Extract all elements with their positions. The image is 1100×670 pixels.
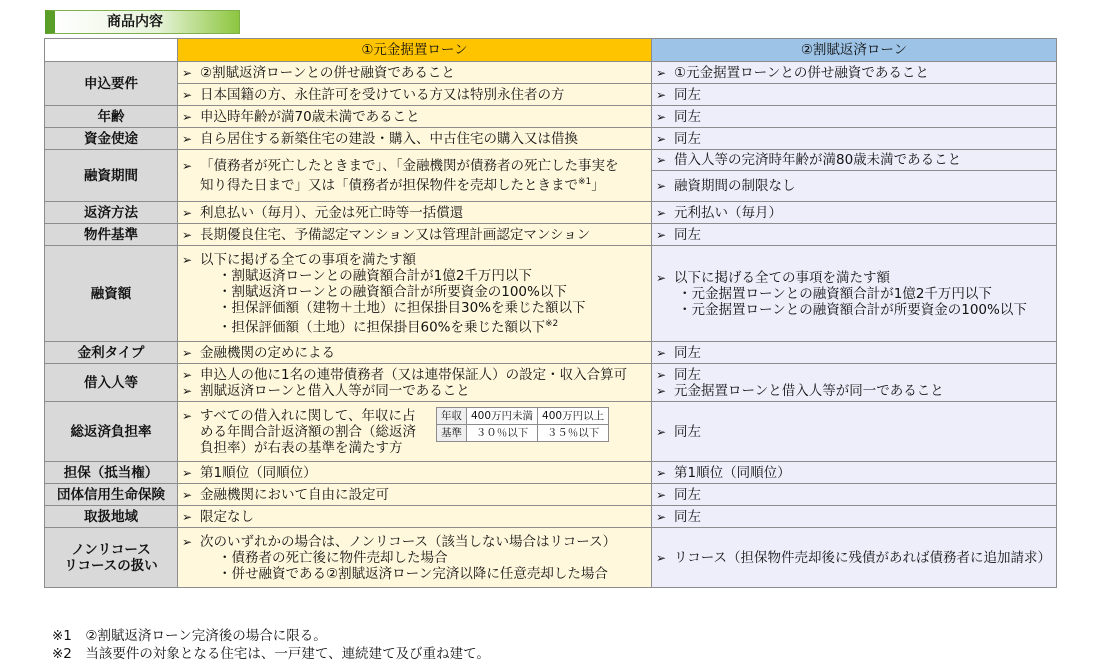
table-row xyxy=(45,402,1057,462)
row-label: 資金使途 xyxy=(45,128,178,150)
column-header-gankin: ①元金据置ローン xyxy=(178,39,652,62)
row-label: 担保（抵当権） xyxy=(45,462,178,484)
cell-text: ➢ 元金据置ローンと借入人等が同一であること xyxy=(656,383,1052,399)
cell-text: ➢ 借入人等の完済時年齢が満80歳未満であること xyxy=(656,152,1052,168)
cell-text: ➢ ②割賦返済ローンとの併せ融資であること xyxy=(182,65,647,81)
row-label: 申込要件 xyxy=(45,62,178,106)
cell-text: ・債務者の死亡後に物件売却した場合 xyxy=(218,549,448,566)
cell-text: ➢ 同左 xyxy=(656,367,1052,383)
cell-text: ・担保評価額（建物＋土地）に担保掛目30%を乗じた額以下 xyxy=(218,299,586,316)
corner-cell xyxy=(45,39,178,62)
table-row xyxy=(45,506,1057,528)
header-row xyxy=(45,39,1057,62)
section-title: 商品内容 xyxy=(45,10,240,34)
cell-text: ➢ すべての借入れに関して、年収に占 める年間合計返済額の割合（総返済 負担率）が右表の基準を満たす方 xyxy=(182,408,647,456)
row-label: 融資額 xyxy=(45,246,178,342)
table-row xyxy=(45,84,1057,106)
cell-text: ➢ 申込時年齢が満70歳未満であること xyxy=(182,109,647,125)
row-label: 年齢 xyxy=(45,106,178,128)
cell-text: ➢ 同左 xyxy=(656,487,1052,503)
row-label: 総返済負担率 xyxy=(45,402,178,462)
cell-text: ➢ 金融機関において自由に設定可 xyxy=(182,487,647,503)
table-row xyxy=(45,224,1057,246)
row-label: 融資期間 xyxy=(45,150,178,202)
table-row xyxy=(45,528,1057,588)
cell-text: ・元金据置ローンとの融資額合計が所要資金の100%以下 xyxy=(678,301,1027,318)
ratio-header-over: 400万円以上 xyxy=(538,408,609,425)
cell-text: ➢ 同左 xyxy=(656,131,1052,147)
table-row xyxy=(45,106,1057,128)
cell-text: ➢ 自ら居住する新築住宅の建設・購入、中古住宅の購入又は借換 xyxy=(182,131,647,147)
ratio-header-income: 年収 xyxy=(437,408,467,425)
footnote-2: ※2 当該要件の対象となる住宅は、一戸建て、連続建て及び重ね建て。 xyxy=(52,646,490,662)
cell-text: ➢ 「債務者が死亡したときまで」、「金融機関が債務者の死亡した事実を 知り得た日まで」又は「債務者が担保物件を売却したときまで$^{※1}$」 xyxy=(182,158,647,194)
product-table xyxy=(44,38,1057,588)
table-row xyxy=(45,128,1057,150)
table-row xyxy=(45,364,1057,402)
cell-text: ➢ 以下に掲げる全ての事項を満たす額 xyxy=(182,252,647,268)
row-label: 物件基準 xyxy=(45,224,178,246)
table-row xyxy=(45,202,1057,224)
cell-text: ➢ 融資期間の制限なし xyxy=(656,178,1052,194)
cell-text: ➢ 限定なし xyxy=(182,509,647,525)
cell-text: ➢ 同左 xyxy=(656,509,1052,525)
cell-text: ➢ 利息払い（毎月）、元金は死亡時等一括償還 xyxy=(182,205,647,221)
cell-text: ・割賦返済ローンとの融資額合計が1億2千万円以下 xyxy=(218,267,532,284)
ratio-row-label: 基準 xyxy=(437,425,467,442)
cell-text: ➢ 同左 xyxy=(656,345,1052,361)
table-row xyxy=(45,484,1057,506)
cell-text: ➢ 金融機関の定めによる xyxy=(182,345,647,361)
row-label: ノンリコース リコースの扱い xyxy=(45,528,178,588)
cell-text: ➢ 同左 xyxy=(656,424,1052,440)
ratio-value-under: ３０％以下 xyxy=(467,425,538,442)
footnote-1: ※1 ②割賦返済ローン完済後の場合に限る。 xyxy=(52,628,327,644)
cell-text: ➢ リコース（担保物件売却後に残債があれば債務者に追加請求） xyxy=(656,550,1052,566)
cell-text: ➢ 同左 xyxy=(656,87,1052,103)
row-label: 金利タイプ xyxy=(45,342,178,364)
ratio-table xyxy=(436,407,609,442)
cell-text: ➢ 同左 xyxy=(656,227,1052,243)
cell-text: ➢ 以下に掲げる全ての事項を満たす額 xyxy=(656,270,1052,286)
row-label: 借入人等 xyxy=(45,364,178,402)
row-label: 返済方法 xyxy=(45,202,178,224)
cell-text: ➢ 同左 xyxy=(656,109,1052,125)
table-row xyxy=(45,342,1057,364)
cell-text: ➢ 元利払い（毎月） xyxy=(656,205,1052,221)
cell-text: ➢ 申込人の他に1名の連帯債務者（又は連帯保証人）の設定・収入合算可 xyxy=(182,367,647,383)
column-header-kappu: ②割賦返済ローン xyxy=(652,39,1057,62)
table-row xyxy=(45,462,1057,484)
row-label: 団体信用生命保険 xyxy=(45,484,178,506)
table-row xyxy=(45,62,1057,84)
cell-text: ➢ 長期優良住宅、予備認定マンション又は管理計画認定マンション xyxy=(182,227,647,243)
table-row xyxy=(45,246,1057,342)
cell-text: ➢ 第1順位（同順位） xyxy=(182,465,647,481)
cell-text: ➢ 第1順位（同順位） xyxy=(656,465,1052,481)
cell-text: ・割賦返済ローンとの融資額合計が所要資金の100%以下 xyxy=(218,283,567,300)
cell-text: ➢ 割賦返済ローンと借入人等が同一であること xyxy=(182,383,647,399)
cell-text: ➢ 日本国籍の方、永住許可を受けている方又は特別永住者の方 xyxy=(182,87,647,103)
ratio-header-under: 400万円未満 xyxy=(467,408,538,425)
cell-text: ➢ ①元金据置ローンとの併せ融資であること xyxy=(656,65,1052,81)
cell-text: ・元金据置ローンとの融資額合計が1億2千万円以下 xyxy=(678,285,992,302)
table-row xyxy=(45,150,1057,171)
cell-text: ・担保評価額（土地）に担保掛目60%を乗じた額以下$^{※2}$ xyxy=(218,318,559,336)
cell-text: ・併せ融資である②割賦返済ローン完済以降に任意売却した場合 xyxy=(218,565,608,582)
cell-text: ➢ 次のいずれかの場合は、ノンリコース（該当しない場合はリコース） xyxy=(182,534,647,550)
row-label: 取扱地域 xyxy=(45,506,178,528)
ratio-value-over: ３５％以下 xyxy=(538,425,609,442)
